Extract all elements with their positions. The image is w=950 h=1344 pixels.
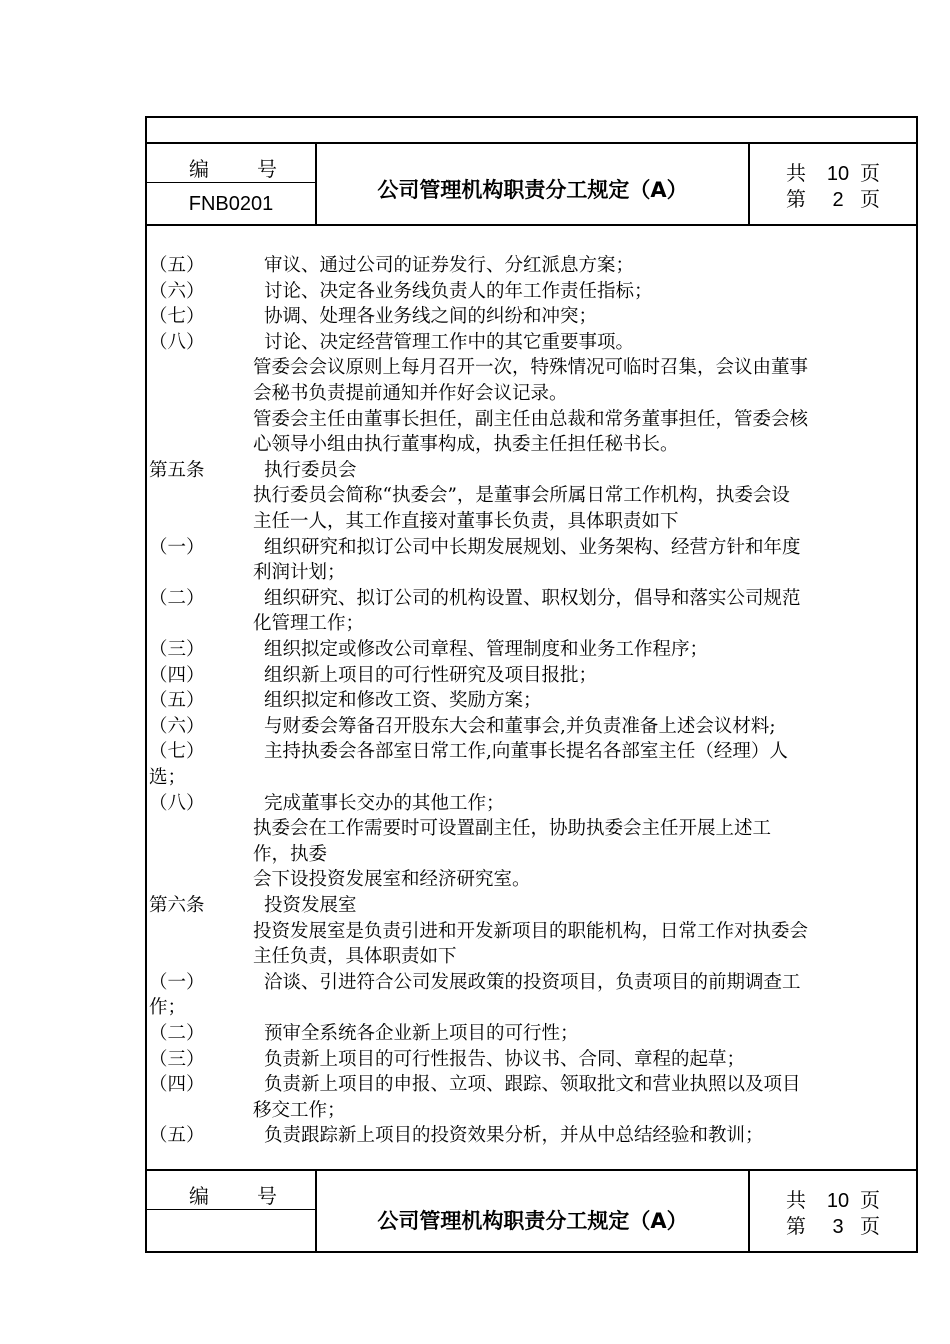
item-label: （六） [149, 280, 205, 302]
item-label: （七） [149, 306, 205, 328]
item-label: （五） [149, 1125, 205, 1147]
item-label: （三） [149, 639, 205, 660]
total-pages: 共 10 页 [786, 1188, 880, 1212]
item-text: 负责新上项目的申报、立项、跟踪、领取批文和营业执照以及项目 [264, 1074, 801, 1096]
item-text: 讨论、决定各业务线负责人的年工作责任指标； [264, 280, 653, 302]
item-label: （四） [149, 664, 205, 686]
item-text: 负责跟踪新上项目的投资效果分析，并从中总结经验和教训； [264, 1125, 764, 1147]
item-label: （一） [149, 971, 205, 993]
item-text: 利润计划； [253, 562, 346, 584]
item-text: 组织拟定和修改工资、奖励方案； [264, 690, 542, 712]
doc-title: 公司管理机构职责分工规定（A） [377, 178, 688, 202]
current-page: 第 3 页 [786, 1214, 880, 1238]
doc-number-cell [147, 144, 317, 224]
item-text: 心领导小组由执行董事构成，执委主任担任秘书长。 [253, 434, 679, 456]
item-label: 第五条 [149, 459, 205, 481]
item-label: （七） [149, 741, 205, 763]
item-text: 组织拟定或修改公司章程、管理制度和业务工作程序； [264, 639, 709, 660]
item-text: 完成董事长交办的其他工作； [264, 792, 505, 814]
item-text: 执行委员会简称“执委会”，是董事会所属日常工作机构，执委会设 [253, 485, 790, 507]
item-label: （五） [149, 690, 205, 712]
doc-code: FNB0201 [188, 193, 274, 215]
item-text: 预审全系统各企业新上项目的可行性； [264, 1023, 579, 1044]
item-label: （五） [149, 255, 205, 276]
item-text: 与财委会筹备召开股东大会和董事会,并负责准备上述会议材料; [264, 715, 776, 737]
header-top [145, 142, 918, 226]
total-pages: 共 10 页 [786, 161, 880, 185]
item-text: 组织新上项目的可行性研究及项目报批； [264, 664, 598, 686]
item-label: （八） [149, 792, 205, 814]
label-underline [147, 182, 315, 183]
title-cell [317, 1171, 748, 1251]
doc-number-label: 编 号 [189, 157, 277, 181]
current-page: 第 2 页 [786, 187, 880, 211]
item-label: （八） [149, 331, 205, 353]
item-text: 主持执委会各部室日常工作,向董事长提名各部室主任（经理）人 [264, 741, 788, 763]
item-text: 审议、通过公司的证券发行、分红派息方案； [264, 255, 635, 276]
item-text: 会秘书负责提前通知并作好会议记录。 [253, 383, 568, 404]
label-underline [147, 1209, 315, 1210]
item-label: 作； [149, 997, 187, 1019]
item-text: 组织研究、拟订公司的机构设置、职权划分，倡导和落实公司规范 [264, 587, 801, 609]
item-text: 管委会主任由董事长担任，副主任由总裁和常务董事担任，管委会核 [253, 408, 809, 430]
item-label: （二） [149, 587, 205, 609]
item-label: （六） [149, 715, 205, 737]
doc-number-cell [147, 1171, 317, 1251]
item-text: 执委会在工作需要时可设置副主任，协助执委会主任开展上述工 [253, 818, 772, 840]
item-text: 讨论、决定经营管理工作中的其它重要事项。 [264, 331, 635, 353]
item-label: （四） [149, 1074, 205, 1096]
item-label: （三） [149, 1048, 205, 1070]
item-text: 管委会会议原则上每月召开一次，特殊情况可临时召集，会议由董事 [253, 357, 809, 379]
item-label: （一） [149, 536, 205, 558]
item-label: 选； [149, 767, 187, 788]
doc-number-label: 编 号 [189, 1184, 277, 1208]
item-text: 组织研究和拟订公司中长期发展规划、业务架构、经营方针和年度 [264, 536, 801, 558]
header-bottom [145, 1169, 918, 1253]
doc-title: 公司管理机构职责分工规定（A） [377, 1209, 688, 1233]
item-text: 洽谈、引进符合公司发展政策的投资项目，负责项目的前期调查工 [264, 971, 801, 993]
item-text: 主任负责，具体职责如下 [253, 946, 457, 968]
item-text: 主任一人，其工作直接对董事长负责，具体职责如下 [253, 511, 679, 532]
item-text: 投资发展室 [264, 895, 357, 916]
item-text: 会下设投资发展室和经济研究室。 [253, 869, 531, 891]
item-text: 执行委员会 [264, 459, 357, 481]
item-label: （二） [149, 1023, 205, 1044]
page-count-cell [748, 1171, 916, 1251]
title-cell [317, 144, 748, 224]
item-text: 化管理工作； [253, 613, 365, 635]
item-text: 协调、处理各业务线之间的纠纷和冲突； [264, 306, 598, 328]
item-label: 第六条 [149, 895, 205, 916]
item-text: 负责新上项目的可行性报告、协议书、合同、章程的起草； [264, 1048, 746, 1070]
item-text: 移交工作； [253, 1099, 346, 1121]
page-count-cell [748, 144, 916, 224]
item-text: 作，执委 [253, 843, 328, 865]
item-text: 投资发展室是负责引进和开发新项目的职能机构，日常工作对执委会 [253, 920, 809, 942]
